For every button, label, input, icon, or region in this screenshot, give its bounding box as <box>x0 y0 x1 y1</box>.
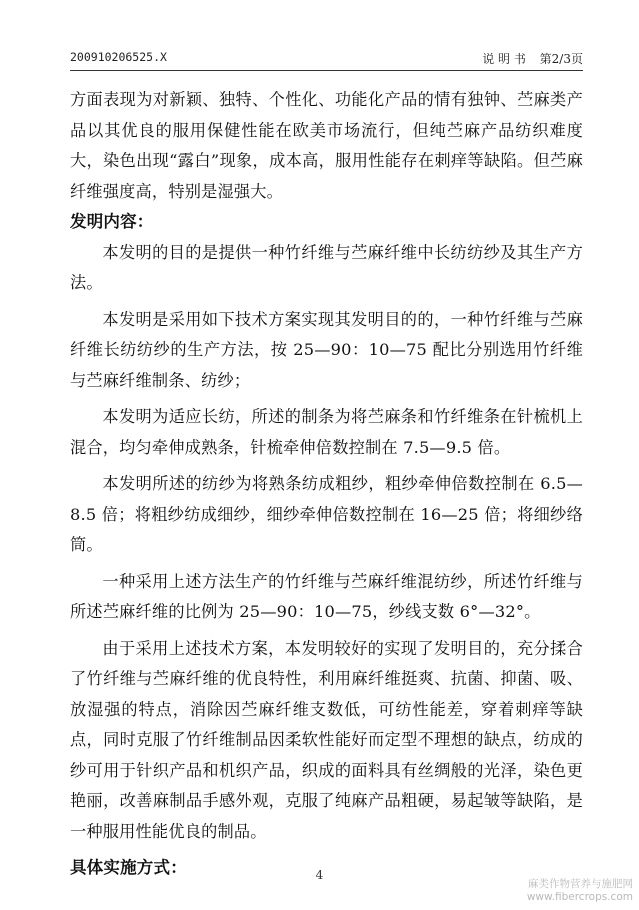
watermark-url: www.fibercrops.com <box>526 891 633 903</box>
paragraph-blended-yarn: 一种采用上述方法生产的竹纤维与苎麻纤维混纺纱，所述竹纤维与所述苎麻纤维的比例为 25—90：10—75，纱线支数 6°—32°。 <box>70 571 583 621</box>
page-number: 4 <box>315 868 324 882</box>
watermark <box>527 878 633 904</box>
page-header <box>70 50 583 70</box>
application-number: 200910206525.X <box>70 50 167 64</box>
paragraph-sliver-making: 本发明为适应长纺，所述的制条为将苎麻条和竹纤维条在针梳机上混合，均匀牵伸成熟条，针梳牵伸倍数控制在 7.5—9.5 倍。 <box>70 407 583 457</box>
header-divider <box>70 70 583 71</box>
section-heading-invention: 发明内容： <box>70 212 154 231</box>
paragraph-technical-solution: 本发明是采用如下技术方案实现其发明目的的，一种竹纤维与苎麻纤维长纺纺纱的生产方法，按 25—90：10—75 配比分别选用竹纤维与苎麻纤维制条、纺纱； <box>70 309 583 390</box>
header-right <box>472 50 583 67</box>
document-type-label: 说 明 书 <box>482 52 526 66</box>
paragraph-continued: 方面表现为对新颖、独特、个性化、功能化产品的情有独钟、苎麻类产品以其优良的服用保健性能在欧美市场流行，但纯苎麻产品纺织难度大，染色出现“露白”现象，成本高，服用性能存在刺痒等缺陷。但苎麻纤维强度高，特别是湿强大。 <box>70 90 583 201</box>
watermark-site-name: 麻类作物营养与施肥网 <box>528 878 633 890</box>
paragraph-purpose: 本发明的目的是提供一种竹纤维与苎麻纤维中长纺纺纱及其生产方法。 <box>70 242 583 292</box>
paragraph-advantages: 由于采用上述技术方案，本发明较好的实现了发明目的，充分揉合了竹纤维与苎麻纤维的优良特性，利用麻纤维挺爽、抗菌、抑菌、吸、放湿强的特点，消除因苎麻纤维支数低，可纺性能差，穿着刺痒等缺点，同时克服了竹纤维制品因柔软性能好而定型不理想的缺点，纺成的纱可用于针织产品和机织产品，织成的面料具有丝绸般的光泽，染色更艳丽，改善麻制品手感外观，克服了纯麻产品粗硬，易起皱等缺陷，是一种服用性能优良的制品。 <box>70 638 583 841</box>
page-indicator: 第2/3页 <box>539 52 583 66</box>
document-body <box>70 85 583 884</box>
section-heading-embodiment: 具体实施方式： <box>70 858 187 877</box>
paragraph-spinning: 本发明所述的纺纱为将熟条纺成粗纱，粗纱牵伸倍数控制在 6.5—8.5 倍；将粗纱纺成细纱，细纱牵伸倍数控制在 16—25 倍；将细纱络筒。 <box>70 474 583 554</box>
